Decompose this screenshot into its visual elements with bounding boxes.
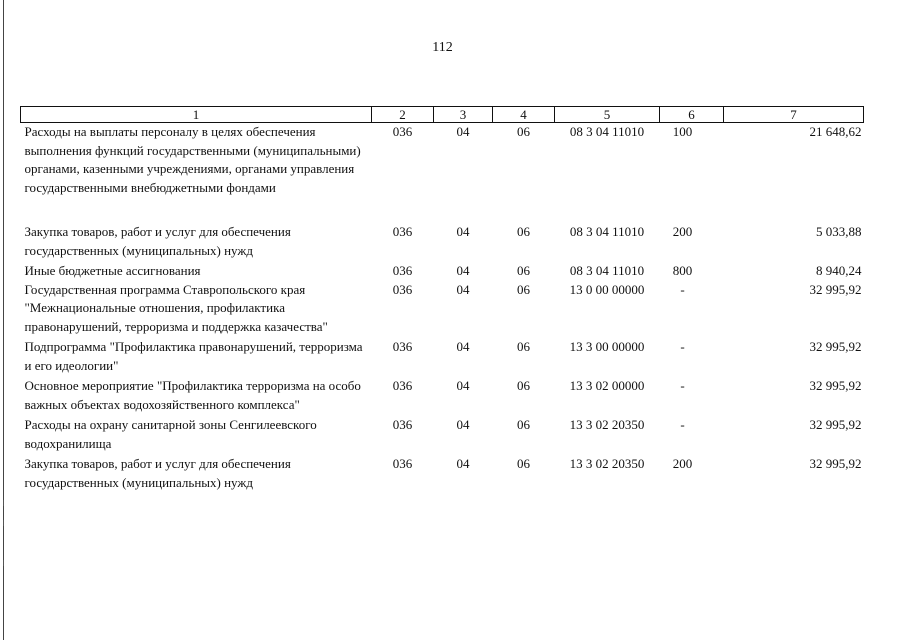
row-expense-type: - xyxy=(680,417,685,432)
budget-table xyxy=(20,106,864,492)
row-expense-type: 800 xyxy=(672,263,693,278)
header-col-4: 4 xyxy=(493,107,555,123)
header-col-7: 7 xyxy=(724,107,864,123)
row-ministry-code: 036 xyxy=(392,124,413,139)
row-ministry-code: 036 xyxy=(392,263,413,278)
header-col-2: 2 xyxy=(372,107,434,123)
table-row xyxy=(21,223,864,262)
row-subsection-code: 06 xyxy=(517,224,530,239)
table-row xyxy=(21,281,864,339)
row-expense-type: 200 xyxy=(672,456,693,471)
table-row xyxy=(21,416,864,455)
table-row xyxy=(21,338,864,377)
row-name: Расходы на охрану санитарной зоны Сенгилеевского водохранилища xyxy=(24,417,317,451)
header-col-3: 3 xyxy=(434,107,493,123)
row-ministry-code: 036 xyxy=(392,456,413,471)
row-subsection-code: 06 xyxy=(517,281,530,297)
header-col-1: 1 xyxy=(21,107,372,123)
row-amount: 21 648,62 xyxy=(809,124,862,139)
row-ministry-code: 036 xyxy=(392,378,413,393)
margin-tick xyxy=(3,520,4,526)
row-section-code: 04 xyxy=(456,339,470,354)
row-target-article: 08 3 04 11010 xyxy=(569,124,645,139)
row-target-article: 08 3 04 11010 xyxy=(569,263,645,278)
row-section-code: 04 xyxy=(456,224,470,239)
page-number: 112 xyxy=(432,40,453,55)
row-subsection-code: 06 xyxy=(517,263,530,278)
row-amount: 32 995,92 xyxy=(809,281,862,297)
row-name: Иные бюджетные ассигнования xyxy=(24,263,201,278)
row-amount: 32 995,92 xyxy=(809,339,862,354)
row-ministry-code: 036 xyxy=(392,224,413,239)
row-expense-type: 100 xyxy=(672,124,693,139)
row-section-code: 04 xyxy=(456,281,470,297)
row-section-code: 04 xyxy=(456,417,470,432)
row-target-article: 08 3 04 11010 xyxy=(569,224,645,239)
left-margin-rule xyxy=(3,0,4,640)
row-name: Основное мероприятие "Профилактика терроризма на особо важных объектах водохозяйственного комплекса" xyxy=(24,378,361,412)
row-expense-type: 200 xyxy=(672,224,693,239)
row-expense-type: - xyxy=(680,339,685,354)
row-target-article: 13 3 02 20350 xyxy=(569,456,645,471)
row-ministry-code: 036 xyxy=(392,417,413,432)
row-target-article: 13 3 02 20350 xyxy=(569,417,645,432)
row-target-article: 13 3 00 00000 xyxy=(569,339,645,354)
row-target-article: 13 3 02 00000 xyxy=(569,378,645,393)
header-col-5: 5 xyxy=(555,107,660,123)
margin-tick xyxy=(3,500,4,506)
row-subsection-code: 06 xyxy=(517,124,530,139)
header-col-6: 6 xyxy=(660,107,724,123)
row-name: Государственная программа Ставропольского края "Межнациональные отношения, профилактика правонарушений, терроризма и поддержка казачества" xyxy=(24,281,328,334)
row-subsection-code: 06 xyxy=(517,456,530,471)
row-section-code: 04 xyxy=(456,124,470,139)
row-section-code: 04 xyxy=(456,456,470,471)
row-name: Подпрограмма "Профилактика правонарушений, терроризма и его идеологии" xyxy=(24,339,363,373)
margin-tick xyxy=(3,560,4,566)
row-ministry-code: 036 xyxy=(392,339,413,354)
row-name: Закупка товаров, работ и услуг для обеспечения государственных (муниципальных) нужд xyxy=(24,224,291,258)
row-name: Расходы на выплаты персоналу в целях обеспечения выполнения функций государственными (муниципальными) органами, казенными учреждениями, органами управления государственными внебюджетными фондами xyxy=(24,124,361,195)
row-name: Закупка товаров, работ и услуг для обеспечения государственных (муниципальных) нужд xyxy=(24,456,291,490)
row-section-code: 04 xyxy=(456,378,470,393)
row-amount: 8 940,24 xyxy=(816,263,862,278)
header-row xyxy=(21,107,864,123)
row-amount: 32 995,92 xyxy=(809,456,862,471)
table-row xyxy=(21,455,864,492)
row-amount: 32 995,92 xyxy=(809,378,862,393)
row-subsection-code: 06 xyxy=(517,417,530,432)
row-target-article: 13 0 00 00000 xyxy=(569,281,645,297)
row-ministry-code: 036 xyxy=(392,281,413,297)
row-subsection-code: 06 xyxy=(517,339,530,354)
row-subsection-code: 06 xyxy=(517,378,530,393)
row-amount: 5 033,88 xyxy=(816,224,862,239)
table-row xyxy=(21,123,864,224)
table-header xyxy=(21,107,864,123)
table-row xyxy=(21,377,864,416)
row-amount: 32 995,92 xyxy=(809,417,862,432)
table-row xyxy=(21,262,864,281)
row-expense-type: - xyxy=(680,378,685,393)
row-section-code: 04 xyxy=(456,263,470,278)
table-body xyxy=(21,123,864,493)
row-expense-type: - xyxy=(680,281,685,297)
